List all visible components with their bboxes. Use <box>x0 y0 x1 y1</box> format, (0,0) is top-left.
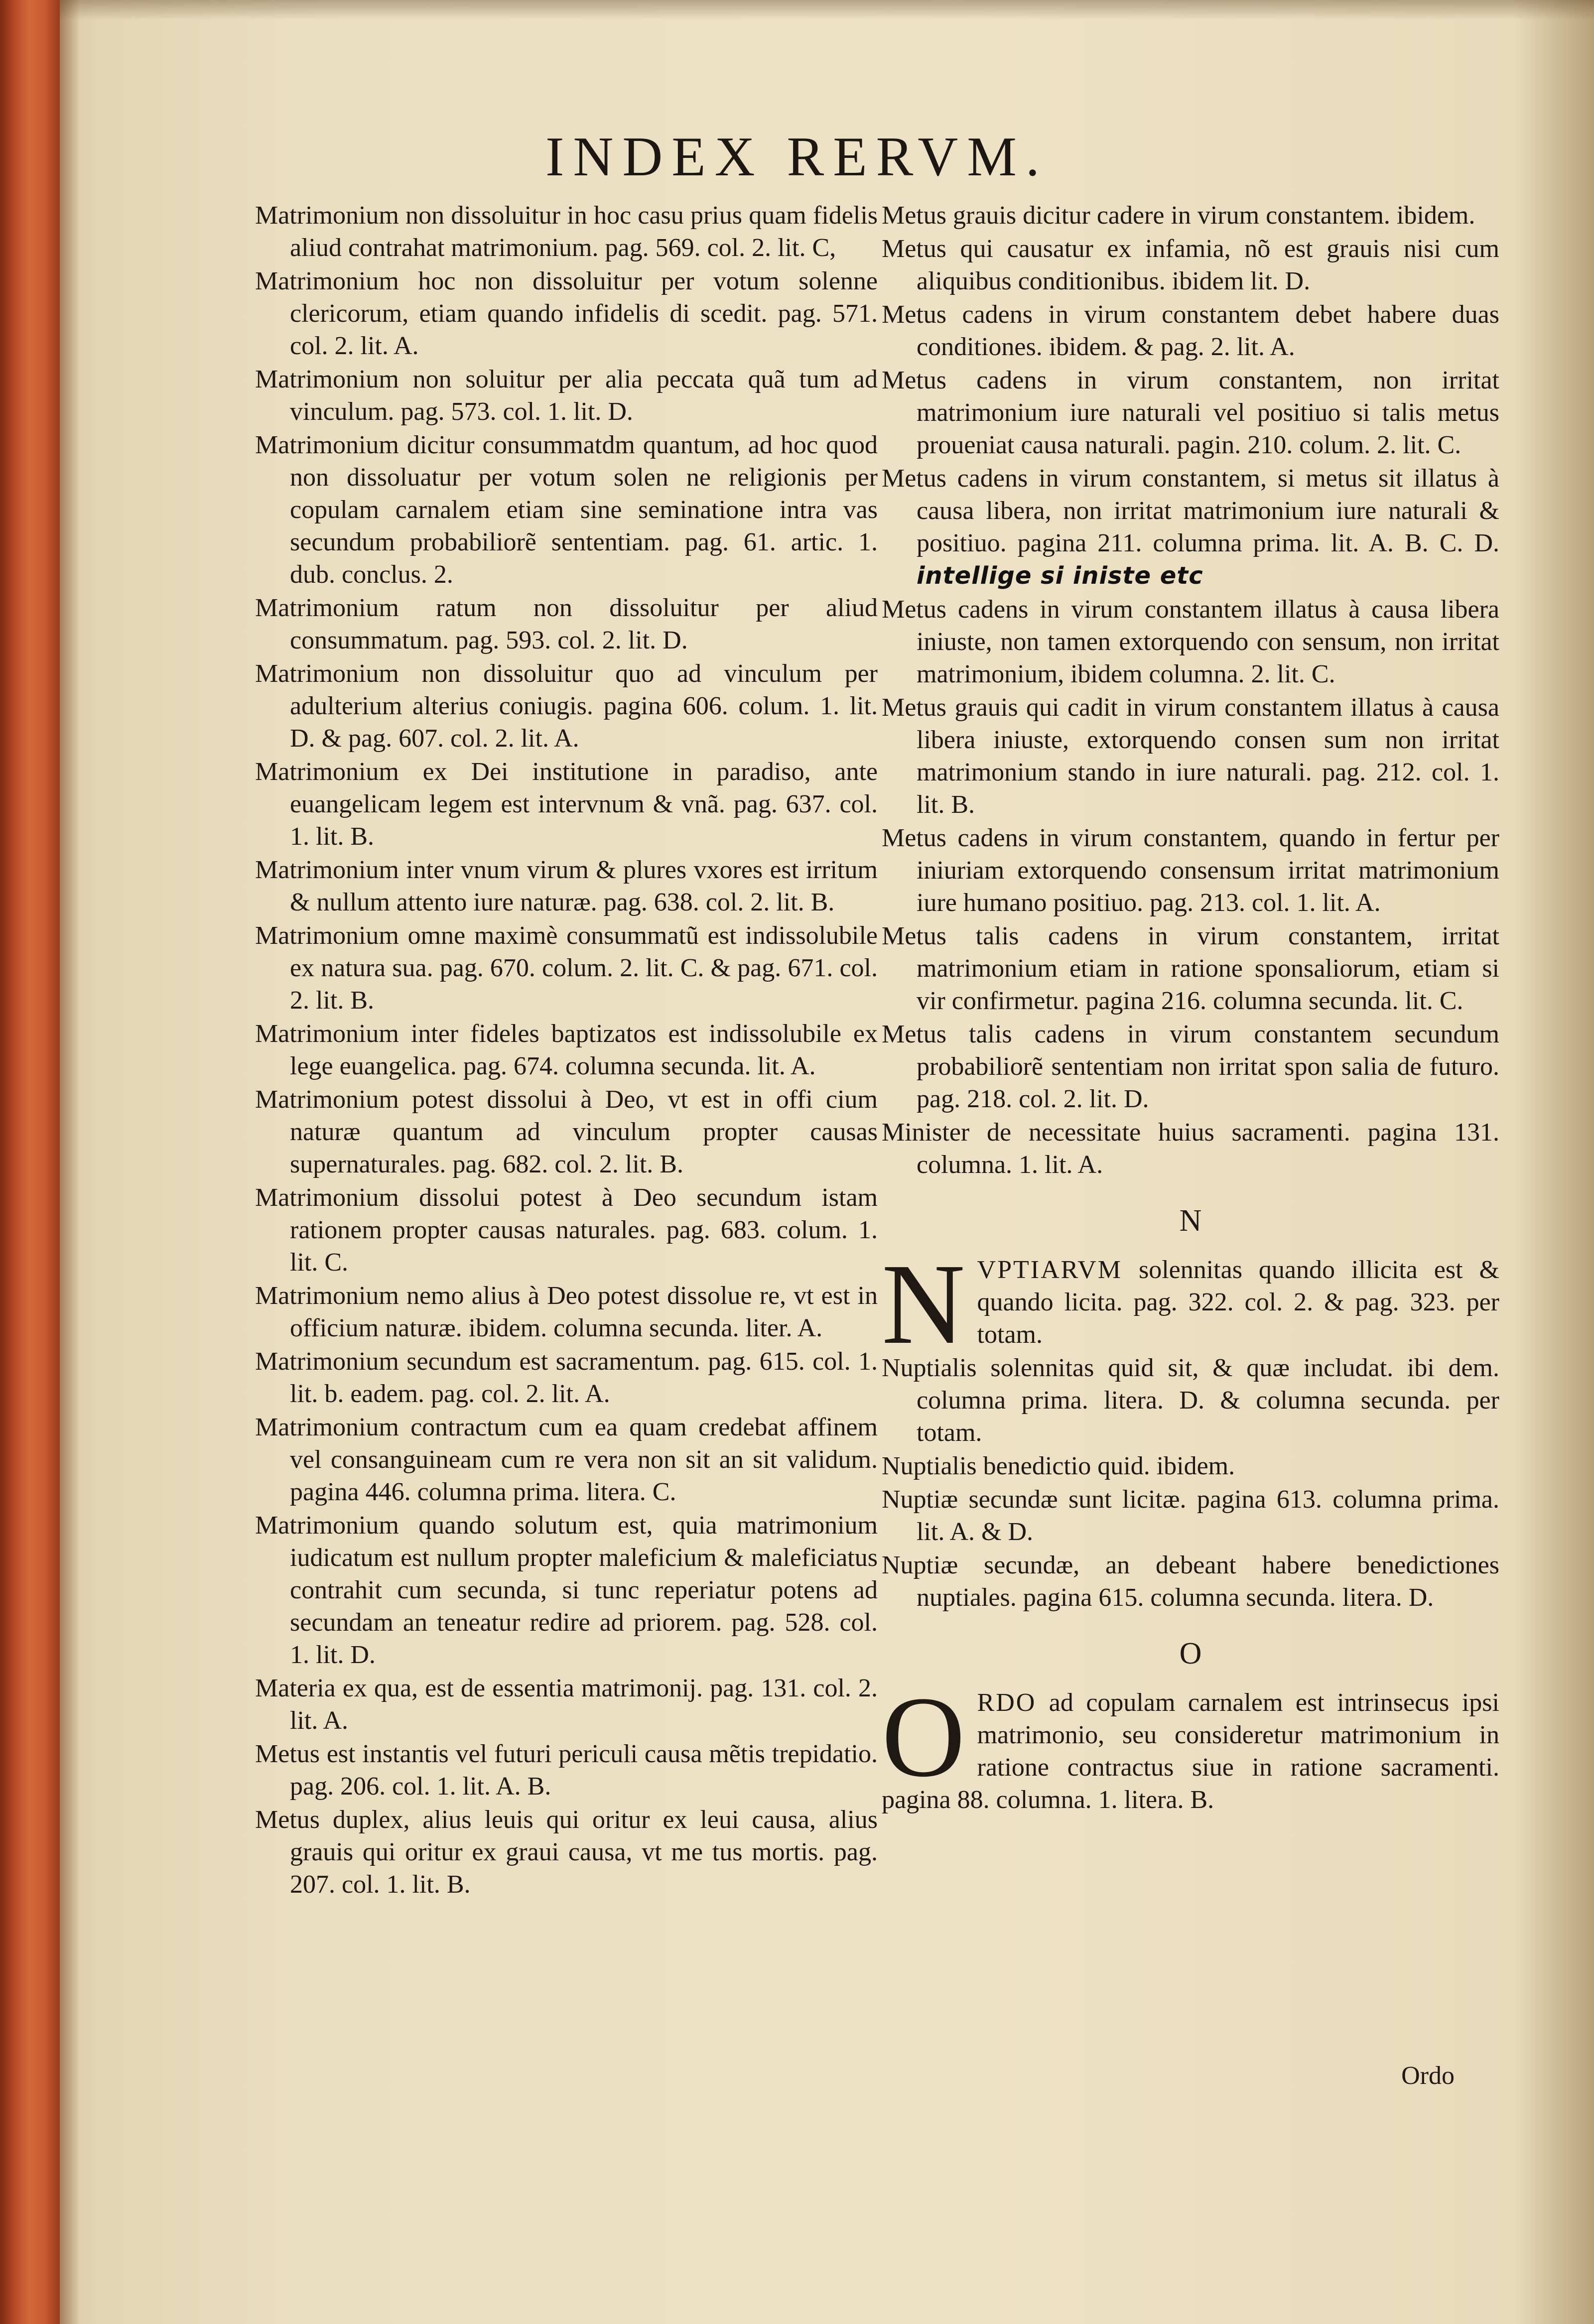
section-letter-o: O <box>1179 1637 1202 1671</box>
section-letter-n: N <box>1179 1204 1202 1238</box>
index-entry: Metus talis cadens in virum constantem secundum probabiliorẽ sententiam non irritat spon salia de futuro. pag. 218. col. 2. lit. D. <box>882 1020 1499 1113</box>
index-entry: Metus grauis dicitur cadere in virum constantem. ibidem. <box>882 201 1475 230</box>
index-entry-annotated <box>882 462 1499 592</box>
index-entry: Metus grauis qui cadit in virum constantem illatus à causa libera iniuste, extorquendo consen sum non irritat matrimonium stando in iure naturali. pag. 212. col. 1. lit. B. <box>882 693 1499 819</box>
index-entry: Nuptiæ secundæ sunt licitæ. pagina 613. columna prima. lit. A. & D. <box>882 1485 1499 1546</box>
index-entry: Matrimonium non dissoluitur in hoc casu prius quam fidelis aliud contrahat matrimonium. pag. 569. col. 2. lit. C, <box>255 201 878 262</box>
gutter-shadow <box>60 0 80 2324</box>
index-entry: Matrimonium ratum non dissoluitur per aliud consummatum. pag. 593. col. 2. lit. D. <box>255 594 878 654</box>
page-edge <box>0 0 60 2324</box>
index-entry: Matrimonium contractum cum ea quam credebat affinem vel consanguineam cum re vera non sit an sit validum. pagina 446. columna prima. litera. C. <box>255 1413 878 1506</box>
index-entry-text: Metus cadens in virum constantem, si metus sit illatus à causa libera, non irritat matrimonium iure naturali & positiuo. pagina 211. columna prima. lit. A. B. C. D. <box>882 464 1499 557</box>
drop-cap-o: O <box>882 1673 965 1801</box>
lead-caps: VPTIARVM <box>977 1256 1122 1284</box>
catchword: Ordo <box>1401 2062 1455 2090</box>
index-entry: Metus est instantis vel futuri periculi causa mẽtis trepidatio. pag. 206. col. 1. lit. A. B. <box>255 1740 878 1801</box>
index-entry: Nuptialis solennitas quid sit, & quæ includat. ibi dem. columna prima. litera. D. & columna secunda. per totam. <box>882 1354 1499 1447</box>
index-entry: Nuptialis benedictio quid. ibidem. <box>882 1452 1235 1480</box>
index-entry: Metus qui causatur ex infamia, nõ est grauis nisi cum aliquibus conditionibus. ibidem lit. D. <box>882 235 1499 295</box>
index-entry: Matrimonium inter vnum virum & plures vxores est irritum & nullum attento iure naturæ. pag. 638. col. 2. lit. B. <box>255 856 878 916</box>
left-column <box>255 199 878 1902</box>
lead-text: ad copulam carnalem est intrinsecus ipsi matrimonio, seu consideretur matrimonium in ratione contractus siue in ratione sacramenti. pagina 88. columna. 1. litera. B. <box>882 1688 1499 1814</box>
index-entry: Nuptiæ secundæ, an debeant habere benedictiones nuptiales. pagina 615. columna secunda. litera. D. <box>882 1551 1499 1612</box>
index-entry: Metus talis cadens in virum constantem, irritat matrimonium etiam in ratione sponsaliorum, etiam si vir confirmetur. pagina 216. columna secunda. lit. C. <box>882 922 1499 1015</box>
index-entry: Matrimonium hoc non dissoluitur per votum solenne clericorum, etiam quando infidelis di scedit. pag. 571. col. 2. lit. A. <box>255 267 878 360</box>
index-entry: Metus cadens in virum constantem, quando in fertur per iniuriam extorquendo consensum irritat matrimonium iure humano positiuo. pag. 213. col. 1. lit. A. <box>882 824 1499 917</box>
index-entry: Matrimonium dissolui potest à Deo secundum istam rationem propter causas naturales. pag. 683. colum. 1. lit. C. <box>255 1183 878 1277</box>
handwritten-annotation: intellige si iniste etc <box>917 562 1203 590</box>
lead-caps: RDO <box>977 1688 1037 1717</box>
index-entry: Matrimonium inter fideles baptizatos est indissolubile ex lege euangelica. pag. 674. columna secunda. lit. A. <box>255 1020 878 1080</box>
index-entry: Matrimonium omne maximè consummatũ est indissolubile ex natura sua. pag. 670. colum. 2. lit. C. & pag. 671. col. 2. lit. B. <box>255 921 878 1015</box>
page-title: INDEX RERVM. <box>545 126 1049 188</box>
index-entry: Matrimonium non dissoluitur quo ad vinculum per adulterium alterius coniugis. pagina 606. colum. 1. lit. D. & pag. 607. col. 2. lit. A. <box>255 659 878 753</box>
index-entry: Matrimonium potest dissolui à Deo, vt est in offi cium naturæ quantum ad vinculum propter causas supernaturales. pag. 682. col. 2. lit. B. <box>255 1085 878 1178</box>
index-entry: Metus cadens in virum constantem debet habere duas conditiones. ibidem. & pag. 2. lit. A. <box>882 300 1499 361</box>
index-entry: Metus cadens in virum constantem, non irritat matrimonium iure naturali vel positiuo si talis metus proueniat causa naturali. pagin. 210. colum. 2. lit. C. <box>882 366 1499 459</box>
index-entry: Matrimonium nemo alius à Deo potest dissolue re, vt est in officium naturæ. ibidem. columna secunda. liter. A. <box>255 1282 878 1342</box>
index-entry: Matrimonium secundum est sacramentum. pag. 615. col. 1. lit. b. eadem. pag. col. 2. lit. A. <box>255 1347 878 1408</box>
drop-cap-n: N <box>882 1240 965 1368</box>
index-entry: Matrimonium dicitur consummatdm quantum, ad hoc quod non dissoluatur per votum solen ne religionis per copulam carnalem etiam sine seminatione intra vas secundum probabiliorẽ sententiam. pag. 61. artic. 1. dub. conclus. 2. <box>255 431 878 589</box>
lead-text: solennitas quando illicita est & quando licita. pag. 322. col. 2. & pag. 323. per totam. <box>977 1256 1499 1349</box>
section-lead-ordo <box>882 1673 1499 1816</box>
index-entry: Metus cadens in virum constantem illatus à causa libera iniuste, non tamen extorquendo con sensum, non irritat matrimonium, ibidem columna. 2. lit. C. <box>882 595 1499 688</box>
index-entry: Matrimonium ex Dei institutione in paradiso, ante euangelicam legem est intervnum & vnã. pag. 637. col. 1. lit. B. <box>255 758 878 851</box>
right-column <box>882 199 1499 1817</box>
index-entry: Matrimonium quando solutum est, quia matrimonium iudicatum est nullum propter maleficium & maleficiatus contrahit cum secunda, si tunc reperiatur potens ad secundam an teneatur redire ad priorem. pag. 528. col. 1. lit. D. <box>255 1511 878 1669</box>
index-entry: Metus duplex, alius leuis qui oritur ex leui causa, alius grauis qui oritur ex graui causa, vt me tus mortis. pag. 207. col. 1. lit. B. <box>255 1806 878 1899</box>
top-shadow <box>60 0 1594 20</box>
index-entry: Matrimonium non soluitur per alia peccata quã tum ad vinculum. pag. 573. col. 1. lit. D. <box>255 365 878 426</box>
section-lead-nuptiarum <box>882 1240 1499 1368</box>
index-entry: Materia ex qua, est de essentia matrimonij. pag. 131. col. 2. lit. A. <box>255 1674 878 1735</box>
index-entry: Minister de necessitate huius sacramenti. pagina 131. columna. 1. lit. A. <box>882 1118 1499 1179</box>
